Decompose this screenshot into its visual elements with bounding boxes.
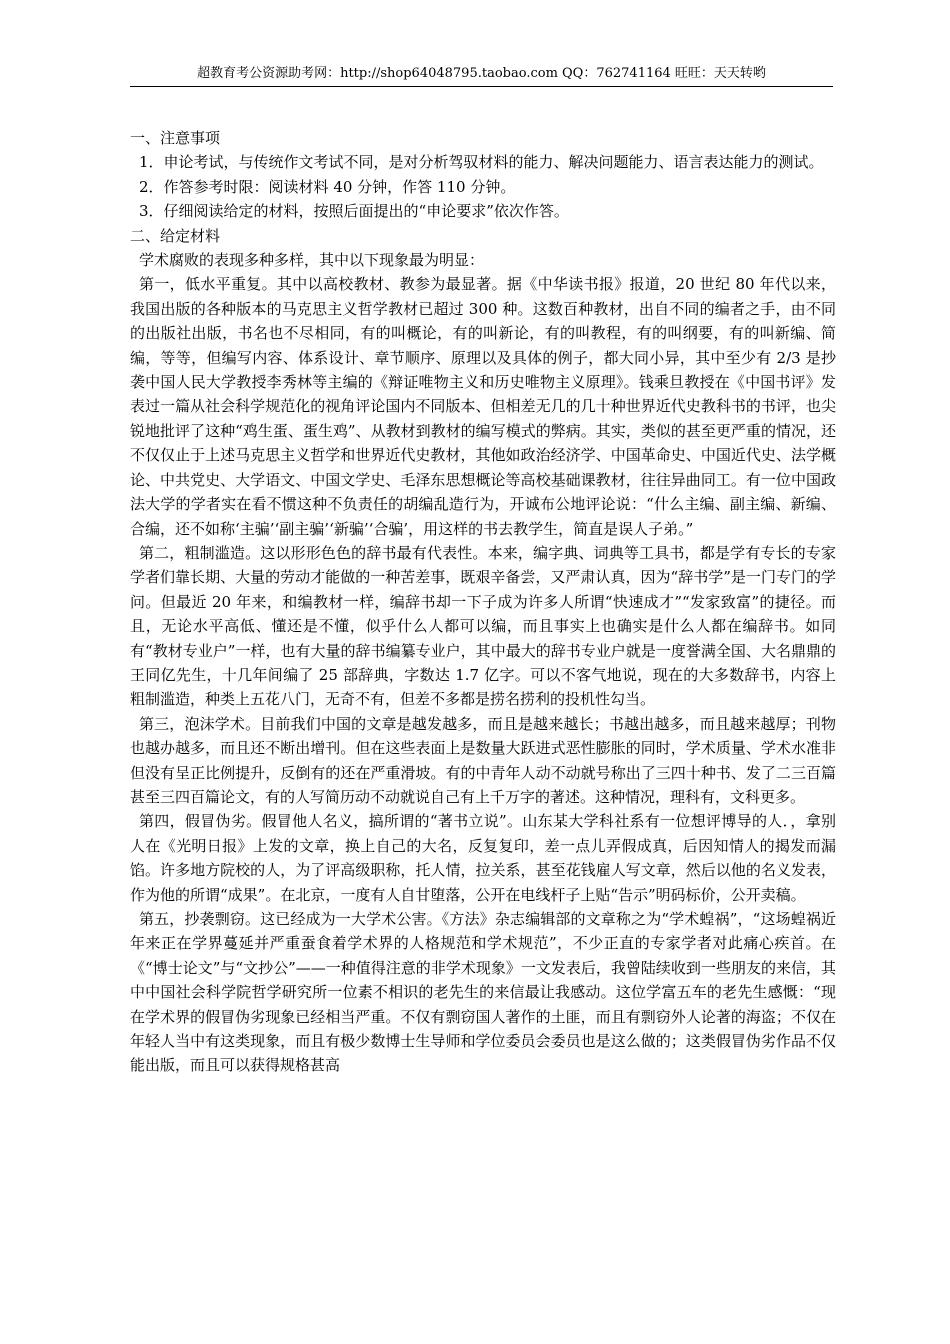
document-body <box>130 126 836 1078</box>
material-paragraph: 第四，假冒伪劣。假冒他人名义，搞所谓的“著书立说”。山东某大学科社系有一位想评博导的人．，拿别人在《光明日报》上发的文章，换上自己的大名，反复复印，差一点儿弄假成真，后因知情人的揭发而漏馅。许多地方院校的人，为了评高级职称，托人情，拉关系，甚至花钱雇人写文章，然后以他的名义发表，作为他的所谓“成果”。在北京，一度有人自甘堕落，公开在电线杆子上贴“告示”明码标价，公开卖稿。 <box>130 812 836 904</box>
material-paragraph: 第三，泡沫学术。目前我们中国的文章是越发越多，而且是越来越长；书越出越多，而且越来越厚；刊物也越办越多，而且还不断出增刊。但在这些表面上是数量大跃进式恶性膨胀的同时，学术质量、学术水准非但没有呈正比例提升，反倒有的还在严重滑坡。有的中青年人动不动就号称出了三四十种书、发了二三百篇甚至三四百篇论文，有的人写简历动不动就说自己有上千万字的著述。这种情况，理科有，文科更多。 <box>130 714 836 806</box>
material-paragraph: 第一，低水平重复。其中以高校教材、教参为最显著。据《中华读书报》报道，20 世纪 80 年代以来，我国出版的各种版本的马克思主义哲学教材已超过 300 种。这数百种教材，出自不同的编者之手，由不同的出版社出版，书名也不尽相同，有的叫概论，有的叫新论，有的叫教程，有的叫纲要，有的叫新编、简编，等等，但编写内容、体系设计、章节顺序、原理以及具体的例子，都大同小异，其中至少有 2/3 是抄袭中国人民大学教授李秀林等主编的《辩证唯物主义和历史唯物主义原理》。钱乘旦教授在《中国书评》发表过一篇从社会科学规范化的视角评论国内不同版本、但相差无几的几十种世界近代史教科书的书评，也尖锐地批评了这种“鸡生蛋、蛋生鸡”、从教材到教材的编写模式的弊病。其实，类似的甚至更严重的情况，还不仅仅止于上述马克思主义哲学和世界近代史教材，其他如政治经济学、中国革命史、中国近代史、法学概论、中共党史、大学语文、中国文学史、毛泽东思想概论等高校基础课教材，往往异曲同工。有一位中国政法大学的学者实在看不惯这种不负责任的胡编乱造行为，开诚布公地评论说：“什么主编、副主编、新编、合编，还不如称‘主骗’‘副主骗’‘新骗’‘合骗’，用这样的书去教学生，简直是误人子弟。” <box>130 275 836 538</box>
note-item: 3．仔细阅读给定的材料，按照后面提出的“申论要求”依次作答。 <box>139 202 569 221</box>
page-header: 超教育考公资源助考网：http://shop64048795.taobao.com QQ：762741164 旺旺：天天转哟 <box>197 66 766 81</box>
material-paragraph: 第五，抄袭剽窃。这已经成为一大学术公害。《方法》杂志编辑部的文章称之为“学术蝗祸”，“这场蝗祸近年来正在学界蔓延并严重蚕食着学术界的人格规范和学术规范”，不少正直的专家学者对此痛心疾首。在《“博士论文”与“文抄公”——一种值得注意的非学术现象》一文发表后，我曾陆续收到一些朋友的来信，其中中国社会科学院哲学研究所一位素不相识的老先生的来信最让我感动。这位学富五车的老先生感慨：“现在学术界的假冒伪劣现象已经相当严重。不仅有剽窃国人著作的土匪，而且有剽窃外人论著的海盗；不仅在年轻人当中有这类现象，而且有极少数博士生导师和学位委员会委员也是这么做的；这类假冒伪劣作品不仅能出版，而且可以获得规格甚高 <box>130 910 836 1075</box>
materials-intro: 学术腐败的表现多种多样，其中以下现象最为明显： <box>139 251 485 270</box>
note-item: 2．作答参考时限：阅读材料 40 分钟，作答 110 分钟。 <box>139 177 516 196</box>
note-item: 1．申论考试，与传统作文考试不同，是对分析驾驭材料的能力、解决问题能力、语言表达能力的测试。 <box>139 153 824 172</box>
header-divider <box>130 86 833 87</box>
material-paragraph: 第二，粗制滥造。这以形形色色的辞书最有代表性。本来，编字典、词典等工具书，都是学有专长的专家学者们靠长期、大量的劳动才能做的一种苦差事，既艰辛备尝，又严肃认真，因为“辞书学”是一门专门的学问。但最近 20 年来，和编教材一样，编辞书却一下子成为许多人所谓“快速成才”“发家致富”的捷径。而且，无论水平高低、懂还是不懂，似乎什么人都可以编，而且事实上也确实是什么人都在编辞书。如同有“教材专业户”一样，也有大量的辞书编纂专业户，其中最大的辞书专业户就是一度誉满全国、大名鼎鼎的王同亿先生，十几年间编了 25 部辞典，字数达 1.7 亿字。可以不客气地说，现在的大多数辞书，内容上粗制滥造，种类上五花八门，无奇不有，但差不多都是捞名捞利的投机性勾当。 <box>130 543 836 709</box>
notes-heading: 一、注意事项 <box>130 129 221 147</box>
materials-heading: 二、给定材料 <box>130 226 221 245</box>
